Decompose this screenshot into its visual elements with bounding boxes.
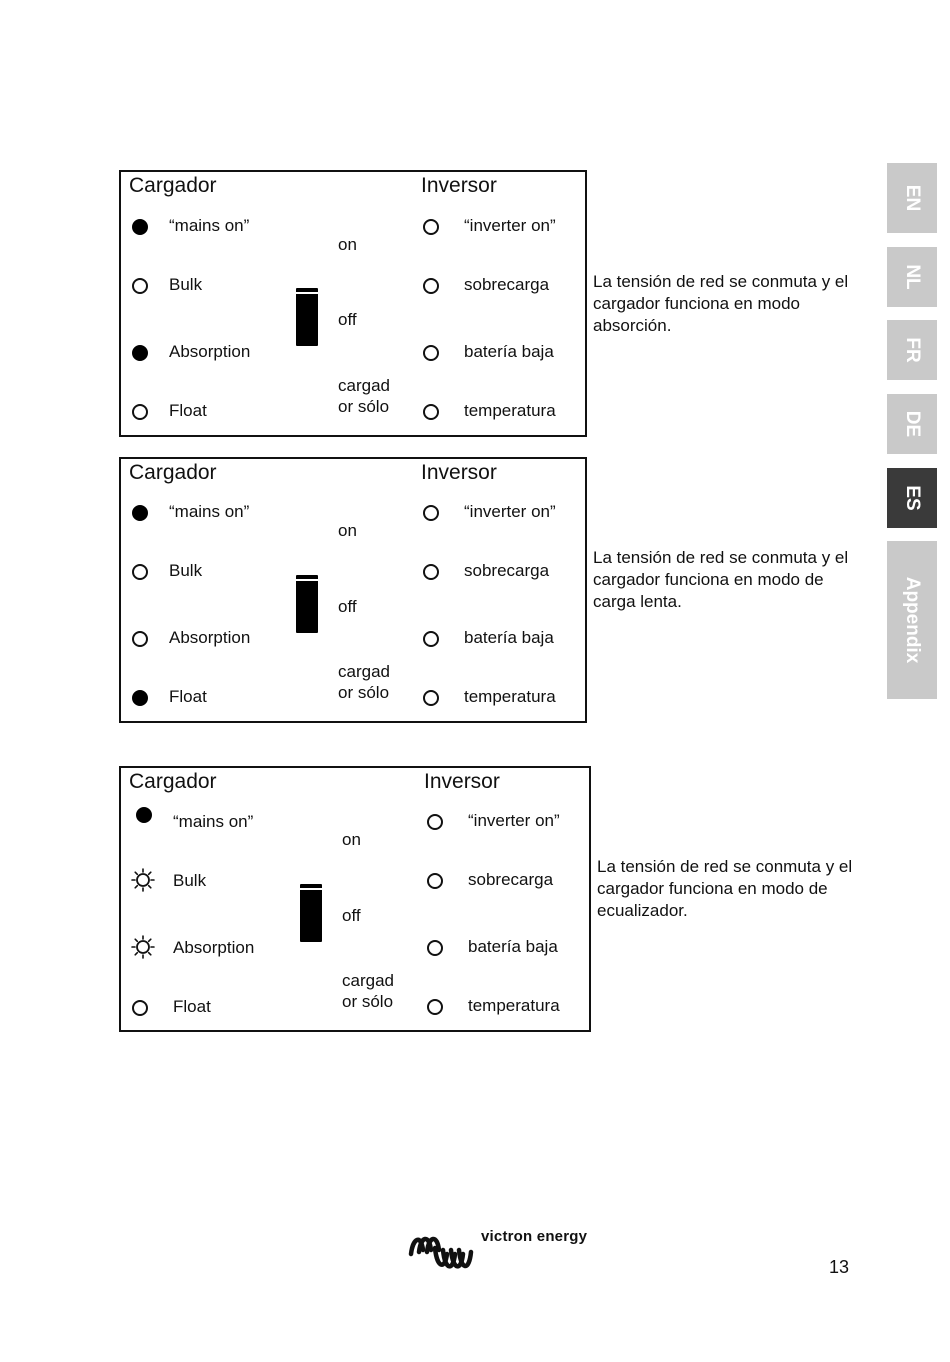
overload-led — [423, 278, 439, 294]
charger-title: Cargador — [129, 461, 217, 484]
mains-on-led — [132, 219, 148, 235]
page-number: 13 — [829, 1257, 850, 1277]
bulk-label: Bulk — [169, 561, 203, 580]
inverter-on-label: “inverter on” — [464, 502, 556, 521]
status-panel-1 — [119, 170, 587, 437]
absorption-flashing-led-icon — [131, 935, 155, 959]
low-battery-led — [423, 631, 439, 647]
bulk-flashing-led-icon — [131, 868, 155, 892]
inverter-on-led — [427, 814, 443, 830]
low-battery-label: batería baja — [464, 628, 554, 647]
switch-off-label: off — [338, 597, 357, 616]
tab-fr[interactable]: FR — [887, 320, 937, 380]
panel-3-description: La tensión de red se conmuta y el cargador funciona en modo de ecualizador. — [597, 857, 853, 920]
mains-on-led — [132, 505, 148, 521]
mains-on-label: “mains on” — [173, 812, 254, 831]
victron-logo — [407, 1224, 607, 1279]
mode-switch[interactable] — [300, 884, 322, 942]
inverter-on-led — [423, 219, 439, 235]
low-battery-led — [427, 940, 443, 956]
mains-on-led — [136, 807, 152, 823]
overload-label: sobrecarga — [464, 561, 550, 580]
absorption-led — [132, 631, 148, 647]
inverter-on-led — [423, 505, 439, 521]
bulk-label: Bulk — [173, 871, 207, 890]
inverter-on-label: “inverter on” — [464, 216, 556, 235]
float-led — [132, 1000, 148, 1016]
charger-title: Cargador — [129, 174, 217, 197]
absorption-label: Absorption — [169, 628, 251, 647]
status-panel-3 — [119, 766, 591, 1032]
temperature-label: temperatura — [464, 687, 556, 706]
float-label: Float — [169, 401, 207, 420]
bulk-led — [132, 564, 148, 580]
float-label: Float — [169, 687, 207, 706]
mode-switch[interactable] — [296, 575, 318, 633]
temperature-label: temperatura — [464, 401, 556, 420]
tab-es[interactable]: ES — [887, 468, 937, 528]
bulk-label: Bulk — [169, 275, 203, 294]
switch-on-label: on — [338, 521, 357, 540]
charger-title: Cargador — [129, 770, 217, 793]
tab-nl[interactable]: NL — [887, 247, 937, 307]
switch-charger-only-label: cargad or sólo — [342, 971, 394, 1011]
panel-1-description: La tensión de red se conmuta y el cargador funciona en modo absorción. — [593, 272, 849, 335]
panel-2-description: La tensión de red se conmuta y el cargador funciona en modo de carga lenta. — [593, 548, 849, 611]
mains-on-label: “mains on” — [169, 216, 250, 235]
low-battery-label: batería baja — [468, 937, 558, 956]
absorption-led — [132, 345, 148, 361]
victron-swirl-icon — [407, 1224, 477, 1276]
temperature-led — [427, 999, 443, 1015]
tab-de[interactable]: DE — [887, 394, 937, 454]
mains-on-label: “mains on” — [169, 502, 250, 521]
temperature-led — [423, 690, 439, 706]
tab-appendix[interactable]: Appendix — [887, 541, 937, 699]
float-led — [132, 404, 148, 420]
float-led — [132, 690, 148, 706]
switch-on-label: on — [342, 830, 361, 849]
switch-charger-only-label: cargad or sólo — [338, 662, 390, 702]
switch-charger-only-label: cargad or sólo — [338, 376, 390, 416]
temperature-label: temperatura — [468, 996, 560, 1015]
inverter-title: Inversor — [421, 461, 497, 484]
absorption-label: Absorption — [169, 342, 251, 361]
overload-led — [423, 564, 439, 580]
overload-led — [427, 873, 443, 889]
mode-switch[interactable] — [296, 288, 318, 346]
tab-en[interactable]: EN — [887, 163, 937, 233]
brand-name: victron energy — [481, 1228, 588, 1245]
float-label: Float — [173, 997, 211, 1016]
overload-label: sobrecarga — [468, 870, 554, 889]
switch-on-label: on — [338, 235, 357, 254]
absorption-label: Absorption — [173, 938, 255, 957]
low-battery-led — [423, 345, 439, 361]
switch-off-label: off — [342, 906, 361, 925]
status-panel-2 — [119, 457, 587, 723]
inverter-title: Inversor — [421, 174, 497, 197]
inverter-on-label: “inverter on” — [468, 811, 560, 830]
low-battery-label: batería baja — [464, 342, 554, 361]
switch-off-label: off — [338, 310, 357, 329]
temperature-led — [423, 404, 439, 420]
bulk-led — [132, 278, 148, 294]
overload-label: sobrecarga — [464, 275, 550, 294]
inverter-title: Inversor — [424, 770, 500, 793]
